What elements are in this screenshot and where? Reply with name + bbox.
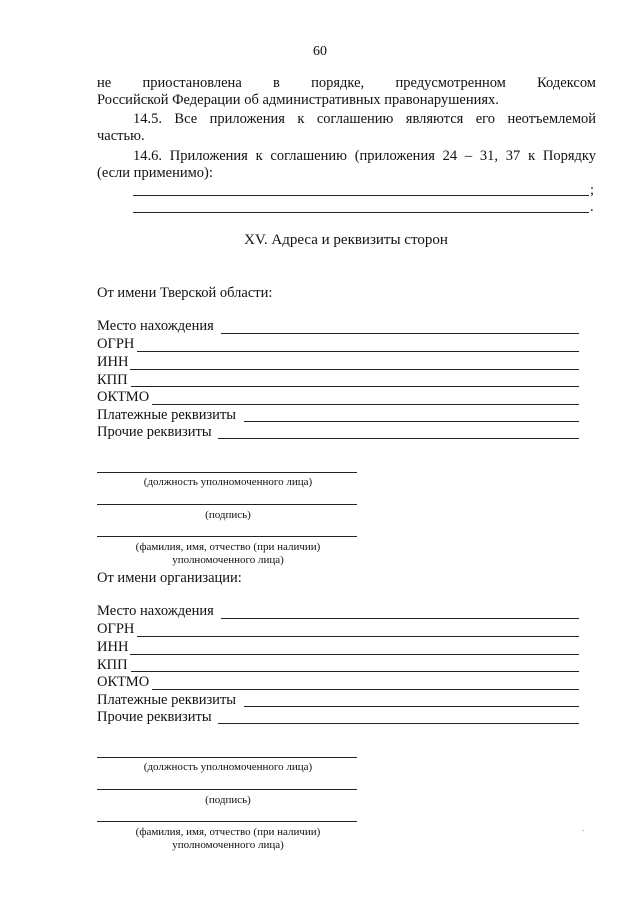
word: в [273,75,280,91]
field-label-ogrn: ОГРН [97,336,135,352]
scan-speck [582,830,584,831]
field-line-inn[interactable] [130,369,579,370]
field-line-oktmo[interactable] [152,404,579,405]
paragraph-3-line-2: (если применимо): [97,165,213,181]
field-label-ogrn: ОГРН [97,621,135,637]
blank-line[interactable] [133,212,589,213]
signature-sign-line[interactable] [97,504,357,505]
signature-position-line[interactable] [97,757,357,758]
signature-position-line[interactable] [97,472,357,473]
field-line-payment[interactable] [244,421,579,422]
field-label-other: Прочие реквизиты [97,424,212,440]
paragraph-3-line-1: 14.6. Приложения к соглашению (приложения 24 – 31, 37 к Порядку [133,148,596,164]
blank-end-semicolon: ; [590,182,595,198]
paragraph-1-line-1 [97,75,596,92]
word: приостановлена [142,75,242,91]
field-label-other: Прочие реквизиты [97,709,212,725]
field-label-inn: ИНН [97,639,129,655]
field-label-inn: ИНН [97,354,129,370]
field-label-payment: Платежные реквизиты [97,407,237,423]
party-1-heading: От имени Тверской области: [97,285,273,301]
field-line-kpp[interactable] [131,386,579,387]
field-line-ogrn[interactable] [137,636,579,637]
field-line-location[interactable] [221,618,579,619]
signature-name-line[interactable] [97,536,357,537]
blank-line[interactable] [133,195,589,196]
field-label-location: Место нахождения [97,603,214,619]
position-caption: (должность уполномоченного лица) [143,761,313,773]
word: Кодексом [537,75,596,91]
field-label-oktmo: ОКТМО [97,674,150,690]
sign-caption: (подпись) [205,794,251,806]
field-label-oktmo: ОКТМО [97,389,150,405]
paragraph-2-line-2: частью. [97,128,145,144]
word: не [97,75,112,91]
field-label-payment: Платежные реквизиты [97,692,237,708]
position-caption: (должность уполномоченного лица) [143,476,313,488]
field-label-kpp: КПП [97,372,128,388]
field-line-location[interactable] [221,333,579,334]
field-label-kpp: КПП [97,657,128,673]
word: порядке, [311,75,365,91]
word: предусмотренном [395,75,506,91]
party-2-heading: От имени организации: [97,570,242,586]
signature-sign-line[interactable] [97,789,357,790]
section-title: XV. Адреса и реквизиты сторон [244,232,448,248]
field-line-ogrn[interactable] [137,351,579,352]
name-caption: (фамилия, имя, отчество (при наличии) уполномоченного лица) [135,826,321,851]
field-line-other[interactable] [218,723,579,724]
field-line-other[interactable] [218,438,579,439]
field-line-payment[interactable] [244,706,579,707]
paragraph-1-line-2: Российской Федерации об административных правонарушениях. [97,92,499,108]
sign-caption: (подпись) [205,509,251,521]
name-caption: (фамилия, имя, отчество (при наличии) уполномоченного лица) [135,541,321,566]
blank-end-period: . [590,199,594,215]
field-label-location: Место нахождения [97,318,214,334]
signature-name-line[interactable] [97,821,357,822]
field-line-oktmo[interactable] [152,689,579,690]
paragraph-2-line-1: 14.5. Все приложения к соглашению являются его неотъемлемой [133,111,596,127]
page-number: 60 [313,44,327,59]
field-line-inn[interactable] [130,654,579,655]
field-line-kpp[interactable] [131,671,579,672]
